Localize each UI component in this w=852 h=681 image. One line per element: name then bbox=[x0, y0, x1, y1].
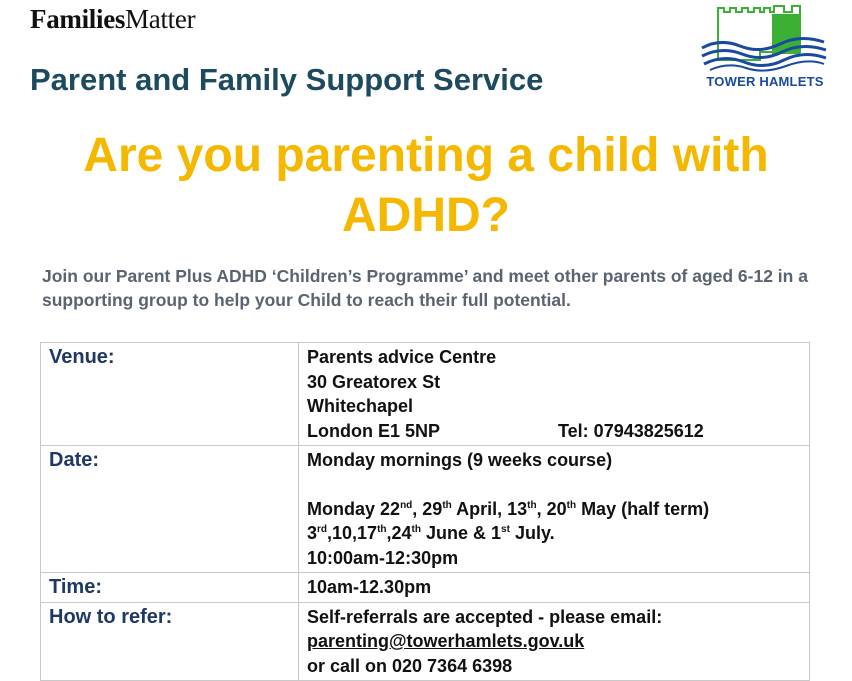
date-list-line1 bbox=[307, 497, 801, 522]
service-title: Parent and Family Support Service bbox=[30, 62, 544, 97]
venue-line: Parents advice Centre bbox=[307, 347, 497, 367]
families-matter-logo bbox=[30, 4, 195, 35]
brand-light: Matter bbox=[125, 4, 196, 34]
date-text: ,24 bbox=[386, 523, 412, 543]
headline bbox=[0, 126, 852, 246]
date-suffix: th bbox=[527, 499, 537, 511]
refer-row bbox=[41, 602, 810, 681]
date-text: 3 bbox=[307, 523, 318, 543]
date-label: Date: bbox=[41, 446, 299, 573]
venue-label: Venue: bbox=[41, 343, 299, 446]
date-text: 22 bbox=[380, 498, 401, 519]
date-text: Monday bbox=[307, 498, 376, 519]
telephone-number: Tel: 07943825612 bbox=[558, 420, 704, 441]
date-list-line2 bbox=[307, 521, 801, 546]
time-value: 10am-12.30pm bbox=[299, 573, 810, 603]
venue-line: Whitechapel bbox=[307, 396, 414, 416]
headline-line2: ADHD? bbox=[342, 189, 510, 242]
date-suffix: th bbox=[566, 499, 577, 511]
email-link[interactable]: parenting@towerhamlets.gov.uk bbox=[307, 631, 585, 651]
date-value bbox=[299, 446, 810, 573]
date-text: , 20 bbox=[536, 498, 567, 519]
date-suffix: st bbox=[501, 524, 510, 535]
spacer bbox=[307, 473, 801, 497]
venue-value bbox=[299, 343, 810, 446]
headline-line1: Are you parenting a child with bbox=[83, 129, 769, 182]
refer-value bbox=[299, 602, 810, 681]
refer-instruction: Self-referrals are accepted - please email: bbox=[307, 606, 663, 627]
brand-bold: Families bbox=[30, 4, 126, 34]
date-suffix: rd bbox=[317, 524, 328, 535]
refer-phone: or call on 020 7364 6398 bbox=[307, 655, 513, 676]
venue-line: London E1 5NP bbox=[307, 420, 441, 441]
date-suffix: nd bbox=[400, 499, 413, 511]
time-label: Time: bbox=[41, 573, 299, 603]
details-table bbox=[40, 342, 810, 681]
date-course: Monday mornings (9 weeks course) bbox=[307, 450, 613, 470]
council-name: TOWER HAMLETS bbox=[706, 74, 824, 89]
date-suffix: th bbox=[377, 524, 387, 535]
date-row bbox=[41, 446, 810, 573]
date-text: ,10,17 bbox=[327, 523, 378, 543]
refer-label: How to refer: bbox=[41, 602, 299, 681]
date-text: July. bbox=[509, 523, 555, 543]
date-text: April, 13 bbox=[451, 498, 528, 519]
date-text: June & 1 bbox=[421, 523, 502, 543]
date-suffix: th bbox=[411, 524, 421, 535]
date-suffix: th bbox=[442, 499, 452, 511]
date-text: May (half term) bbox=[576, 498, 710, 519]
date-text: , 29 bbox=[412, 498, 443, 519]
venue-line-with-tel bbox=[307, 419, 801, 444]
date-time: 10:00am-12:30pm bbox=[307, 547, 459, 568]
intro-text: Join our Parent Plus ADHD ‘Children’s Programme’ and meet other parents of aged 6-12 in a supporting group to help your Child to reach their full potential. bbox=[42, 266, 808, 310]
venue-line: 30 Greatorex St bbox=[307, 371, 441, 392]
venue-row bbox=[41, 343, 810, 446]
time-row bbox=[41, 573, 810, 603]
